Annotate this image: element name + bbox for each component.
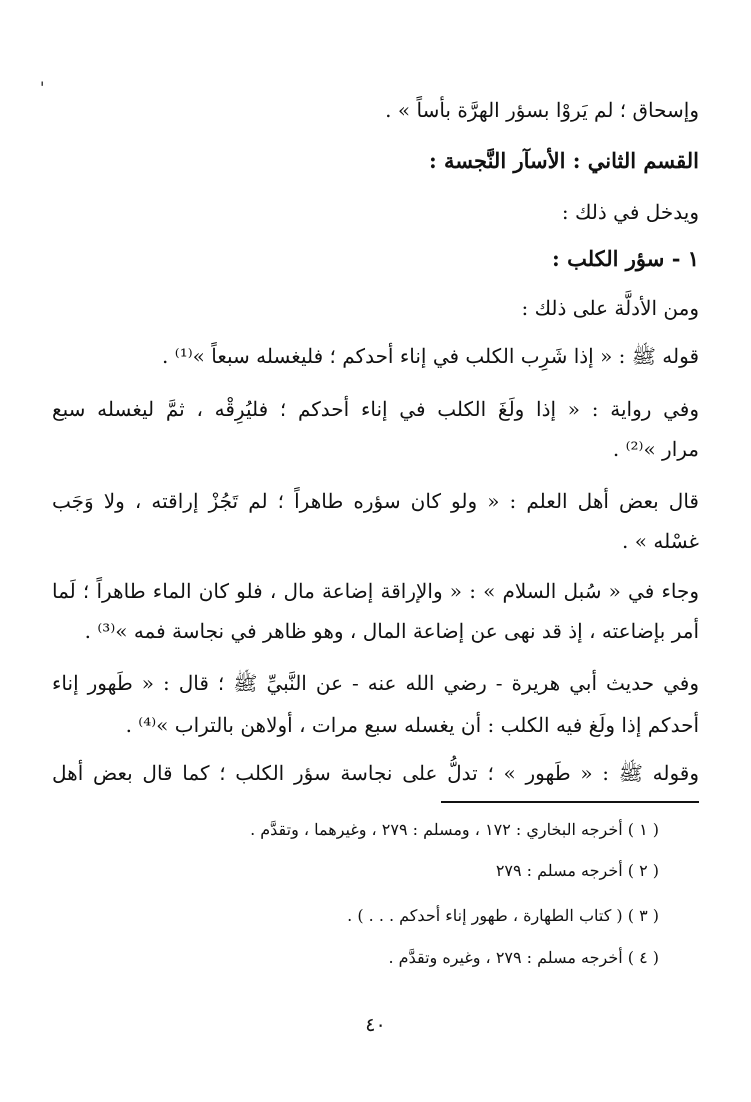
hadith-line: أحدكم إذا ولَغ فيه الكلب : أن يغسله سبع مرات ، أولاهن بالتراب »⁽⁴⁾ . [125, 713, 699, 737]
body-line: ويدخل في ذلك : [561, 200, 699, 224]
hadith-line: وفي رواية : « إذا ولَغَ الكلب في إناء أحدكم ؛ فليُرِقْه ، ثمَّ ليغسله سبع [52, 397, 699, 421]
hadith-line: قوله ﷺ : « إذا شَرِب الكلب في إناء أحدكم ؛ فليغسله سبعاً »⁽¹⁾ . [162, 344, 699, 368]
hadith-line: مرار »⁽²⁾ . [612, 437, 699, 461]
corner-mark: ' [40, 78, 45, 97]
body-line: وإسحاق ؛ لم يَروْا بسؤر الهرَّة بأساً » . [385, 98, 699, 122]
quote-line: أمر بإضاعته ، إذ قد نهى عن إضاعة المال ، وهو ظاهر في نجاسة فمه »⁽³⁾ . [84, 619, 699, 643]
quote-line: قال بعض أهل العلم : « ولو كان سؤره طاهراً ؛ لم تَجُزْ إراقته ، ولا وَجَب [52, 489, 699, 513]
body-line: ومن الأدلَّة على ذلك : [521, 296, 699, 320]
footnote: ( ٤ ) أخرجه مسلم : ٢٧٩ ، وغيره وتقدَّم . [388, 948, 659, 967]
body-line: وقوله ﷺ : « طَهور » ؛ تدلُّ على نجاسة سؤر الكلب ؛ كما قال بعض أهل [52, 761, 699, 785]
quote-line: وجاء في « سُبل السلام » : « والإراقة إضاعة مال ، فلو كان الماء طاهراً ؛ لَما [52, 579, 699, 603]
quote-line: غسْله » . [622, 529, 699, 553]
subsection-heading: ١ - سؤر الكلب : [552, 246, 699, 271]
footnote: ( ٢ ) أخرجه مسلم : ٢٧٩ [495, 861, 659, 880]
footnote: ( ١ ) أخرجه البخاري : ١٧٢ ، ومسلم : ٢٧٩ ، وغيرهما ، وتقدَّم . [250, 820, 659, 839]
footnote: ( ٣ ) ( كتاب الطهارة ، طهور إناء أحدكم . . . ) . [347, 906, 659, 925]
hadith-line: وفي حديث أبي هريرة - رضي الله عنه - عن النَّبيِّ ﷺ ؛ قال : « طَهور إناء [52, 671, 699, 695]
page-number: ٤٠ [365, 1014, 386, 1036]
section-heading: القسم الثاني : الأسآر النَّجسة : [428, 148, 699, 173]
footnote-divider [441, 801, 699, 803]
